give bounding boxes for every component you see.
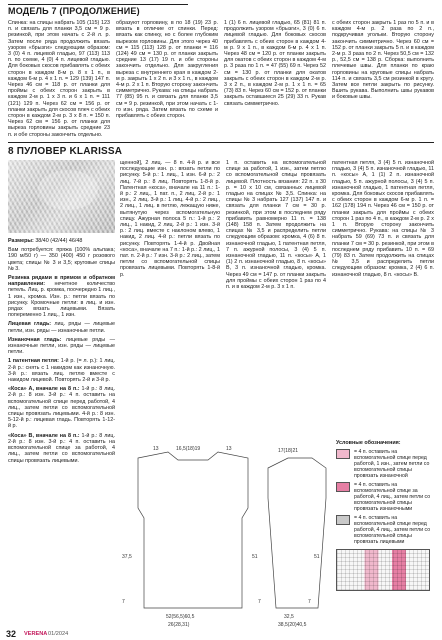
cable-a-body: 1-й р.: 8 лиц. 2-й р.: 8 изн. 3-й р.: 4 п. оставить на вспомогательной спице перед работой, 4 лиц., затем петли со вспомогательной спицы провязать лицевыми. 4-й р.: 8 изн. 5-12-й р.: лицевая гладь. Повторять 1-12-й р.	[8, 386, 116, 430]
schematic-label: 7	[308, 599, 311, 605]
schematic-label: 32,5	[284, 614, 294, 620]
middle-column	[120, 160, 220, 278]
legend-box	[336, 440, 434, 591]
reverse-body: лицевые ряды — изнаночные петли, изн. ряды — лицевые петли.	[8, 336, 115, 356]
magazine-name: VERENA	[24, 631, 48, 637]
schematic-label: 51	[314, 554, 320, 560]
section-divider	[8, 142, 434, 143]
legend-item	[336, 515, 434, 545]
continuation-heading: МОДЕЛЬ 7 (ПРОДОЛЖЕНИЕ)	[8, 6, 140, 16]
sleeve-outline	[268, 458, 326, 608]
schematic-label: 26(28,31)	[168, 622, 190, 628]
fourth-column	[332, 160, 434, 278]
schematic-label: 13	[153, 446, 159, 452]
legend-text: = 4 п. оставить на вспомогательной спице перед работой, 1 изн., затем петли со вспомогательной спицы провязать изнаночной	[354, 449, 430, 480]
front-sleeves-text: патентная петля, 3 (4) 5 п. изнаночной гладью, 3 (4) 5 п. изнаночной гладью, 11 п. «косы» А, 1 (1) 2 п. изнаночной гладью, 5 п. ажурной полосы, 3 (4) 5 п. изнаночной гладью, 1 патентная петля, кромка. Для боковых скосов прибавлять с обеих сторон в каждом 6-м р. 1 п. = 162 (178) 194 п. Через 46 см = 150 р. от планки закрыть для проймы с обеих сторон 1 раз по 4 п., в каждом 2-м р. 2 х 1 п. Вторую сторону закончить симметрично. Рукава: на спицы № 3 набрать 59 (69) 73 п. и связать для планки 7 см = 30 р. резинкой, при этом в последнем ряду прибавить 10 п. = 69 (79) 83 п. Затем продолжить на спицах № 3,5 и распределить петли следующим образом: кромка, 2 (4) 6 п. изнаночной гладью, 8 п. «косы» В.	[332, 160, 434, 278]
legend-swatch	[336, 482, 350, 492]
knitting-chart	[336, 549, 430, 591]
page-number: 32	[6, 629, 17, 639]
rib-title: Резинка рядами в прямом и обратном направлении:	[8, 275, 115, 288]
plait-body: 1-й р. (= л. р.): 1 лиц. 2-й р.: снять с 1 накидом как изнаночную. 3-й р.: вязать лиц. петлю вместе с накидом лицевой. Повторять 2-й и 3-й р.	[8, 358, 115, 384]
legend-swatch	[336, 449, 350, 459]
legend-text: = 4 п. оставить на вспомогательной спице за работой, 4 лиц., затем петли со вспомогательной спицы провязать изнаночными	[354, 482, 431, 513]
back-outline	[138, 452, 248, 608]
sizes-label: Размеры:	[8, 238, 34, 244]
schematic-label: 52(56,5)60,5	[166, 614, 195, 620]
schematic-label: 17(18)21	[278, 448, 299, 454]
schematic-label: 13	[226, 446, 232, 452]
legend-item	[336, 449, 434, 479]
issue-number: 01/2024	[48, 631, 69, 637]
top-column-4	[332, 20, 434, 101]
top-column-1	[8, 20, 110, 138]
back-knit-text: 1 п. оставить на вспомогательной спице за работой, 1 изн., затем петлю со вспомогательной спицы провязать лицевой. Плотность вязания: 22 п. х 30 р. = 10 х 10 см, связанных лицевой гладью на спицах № 3,5. Спинка: на спицы № 3 набрать 127 (137) 147 п. и связать для планки 7 см = 30 р. резинкой, при этом в последнем ряду прибавить равномерно 11 п. = 138 (148) 158 п. Затем продолжить на спицах № 3,5 и распределить петли следующим образом: кромка, 4 (6) 8 п. изнаночной гладью, 1 патентная петля, 7 п. ажурной полосы, 3 (4) 5 п. изнаночной гладью, 11 п. «косы» А, 1 (1) 2 п. изнаночной гладью, 8 п. «косы» В, 3 п. изнаночной гладью, кромка. Через 49 см = 147 р. от планки закрыть для проймы с обеих сторон 1 раз по 4 п. и в каждом 2-м р. 3 х 1 п.	[226, 160, 326, 291]
legend-swatch	[336, 515, 350, 525]
left-column	[8, 238, 115, 464]
cable-a-title: «Коса» А, вначале на 8 п.:	[8, 386, 80, 393]
stockinette-body: лиц. ряды — лицевые петли, изн. ряды — изнаночные петли.	[8, 321, 116, 334]
rib-body: нечетное количество петель. Лиц. р. кромка, поочередно 1 лиц., 1 изн., кромка. Изн. р.: петли вязать по рисунку. Кромочные петли: в лиц. и изн. рядах вязать лицевыми. Вязать попеременно 1 лиц., 1 изн.	[8, 281, 116, 319]
sleeve-instructions: 1 (1) 6 п. лицевой гладью, 65 (81) 81 п. продолжить узором «брызги», 3 (0) 6 п. лицевой гладью. Для боковых скосов прибавлять с обеих сторон в каждом 4-м р. 9 х 1 п., в каждом 6-м р. 4 х 1 п. Через 48 см = 120 р. от планки закрыть для окатов с обеих сторон в каждом 4-м р. 3 раза по 1 п. = 47 (55) 69 п. Через 52 см = 130 р. от планки для окатов закрыть с обеих сторон в каждом 2-м р. 3 х 2 п., в каждом 2-м р. 1 х 1 п. = 65 (73) 83 п. Через 60 см = 152 р. от планки закрыть оставшиеся 25 (29) 33 п. Рукав связать симметрично.	[224, 20, 326, 107]
legend-text: = 4 п. оставить на вспомогательной спице перед работой, 4 лиц., затем петли со вспомогательной спицы провязать лицевыми	[354, 515, 431, 546]
cable-b-body: 1-й р.: 8 лиц. 2-й р.: 8 изн. 3-й р.: 4 п. оставить на вспомогательной спице за работой, 4 лиц., затем петли со вспомогательной спицы провязать лицевыми.	[8, 432, 116, 464]
schematic-label: 7	[122, 599, 125, 605]
front-sleeve-instructions: образуют горловину, в по 18 (19) 23 р. вязать в отличие от спинки. Перед: вязать как спинку, но с более глубоким вырезом горловины. Для этого через 40 см = 115 (113) 128 р. от планки = 116 (124) 49 см = 130 р. от планки закрыть средние 13 (17) 19 п. и обе стороны закончить отдельно. Для закругления выреза с внутреннего края в каждом 2-м р. закрыть 1 х 2 п. и 3 х 1 п., в каждом 4-м р. 2 х 1 п. Вторую сторону закончить симметрично. Рукава: на спицы набрать 77 (85) 95 п. и связать для планки 3,5 см = 9 р. резинкой, при этом начать с 1-го изн. ряда. Затем вязать по схеме и прибавлять с обеих сторон.	[116, 20, 218, 120]
third-column	[226, 160, 326, 290]
reverse-title: Изнаночная гладь:	[8, 336, 62, 343]
plait-title: 1 патентная петля:	[8, 358, 59, 365]
assembly-instructions: с обеих сторон закрыть 1 раз по 5 п. и в каждом 4-м р. 2 раза по 2 п., подкручивая угольки. Вторую сторону закончить симметрично. Через 60 см = 152 р. от планки закрыть 5 п. и в каждом 2-м р. 3 раза по 2 п. Через 50,5 см = 132 р., 52,5 см = 138 р. Сборка: выполнить плечевые швы. Для планки по краю горловины на круговые спицы набрать 114 п. и связать 3,5 см резинкой в кругу. Затем все петли закрыть по рисунку. Вшить рукава. Выполнить швы рукавов и боковые швы.	[332, 20, 434, 101]
legend-item	[336, 482, 434, 512]
materials-text: Вам потребуется: пряжа (100% альпака; 190 м/50 г) — 350 (400) 450 г розового цвета; спицы № 3 и 3,5; круговые спицы № 3.	[8, 247, 115, 272]
back-instructions: Спинка: на спицы набрать 105 (115) 123 п. и связать для планки 3,5 см = 9 р. резинкой, при этом начать с 2-й л. р. Затем после ряда продолжить вязать узором «брызги» следующим образом: 3 (0) 4 п. лицевой гладью, 97 (113) 113 п. по схеме, 4 (0) 4 п. лицевой гладью. Для боковых скосов прибавлять с обеих сторон в каждом 8-м р. 8 х 1 п., в каждом 6-м р. 4 х 1 п. = 129 (139) 147 п. Через 46 см = 118 р. от планки для проймы с обеих сторон закрыть в каждом 2-м р. 1 х 3 п. и 6 х 1 п. = 111 (121) 129 п. Через 62 см = 156 р. от планки закрыть для скосов плеч с обеих сторон в каждом 2-м р. 3 х 8 п. = 150 п. Через 62 см = 156 р. от планки для выреза горловины закрыть средние 23 п. и обе стороны закончить отдельно.	[8, 20, 110, 138]
legend-title: Условные обозначения:	[336, 440, 401, 446]
garment-schematic	[118, 438, 332, 628]
top-column-3	[224, 20, 326, 107]
stockinette-title: Лицевая гладь:	[8, 321, 52, 328]
schematic-label: 7	[258, 599, 261, 605]
top-accent-bar	[8, 4, 188, 5]
schematic-label: 51	[252, 554, 258, 560]
page-footer	[0, 629, 442, 640]
schematic-label: 37,5	[122, 554, 132, 560]
stitch-patterns-text: щенной], 2 лиц. — 8 п. 4-й р. и все последующие изн. р.: вязать петли по рисунку. 5-й р.: 1 лиц., 1 изн. 6-й р.: 2 лиц. 7-й р.: 8 лиц. Повторять 1-8-й р. Патентная «коса», вначале на 11 п.: 1-й р.: 2 лиц., 1 пат. п., 2 лиц. 2-й р.: 1 изн., 2 лиц. 3-й р.: 1 лиц. 4-й р.: 2 лиц., 2 лиц., 1 лиц. в петлю, лежащую ниже, вытянутую через вспомогательную спицу. Ажурная полоса 5 п.: 1-й р.: 2 лиц., 1 накид, 2 лиц. 2-й р.: 1 изн. 3-й р.: 2 лиц. вместе с наклоном влево, 1 накид, 2 лиц. 4-й р.: петли вязать по рисунку. Повторять 1-4-й р. Двойная «коса», вначале на 7 п.: 1-й р.: 2 лиц., 1 пат. п. 2-й р.: 7 изн. 3-й р.: 2 лиц., затем петли со вспомогательной спицы провязать лицевыми. Повторять 1-8-й р.	[120, 160, 220, 278]
schematic-label: 38,5(20)40,5	[278, 622, 307, 628]
pullover-photo	[8, 160, 115, 233]
schematic-label: 16,5(18)19	[176, 446, 201, 452]
sizes-value: 38/40 (42/44) 46/48	[35, 238, 83, 244]
section-title: 8 ПУЛОВЕР KLARISSA	[8, 146, 123, 157]
cable-b-title: «Коса» В, вначале на 8 п.:	[8, 432, 80, 439]
top-column-2	[116, 20, 218, 119]
